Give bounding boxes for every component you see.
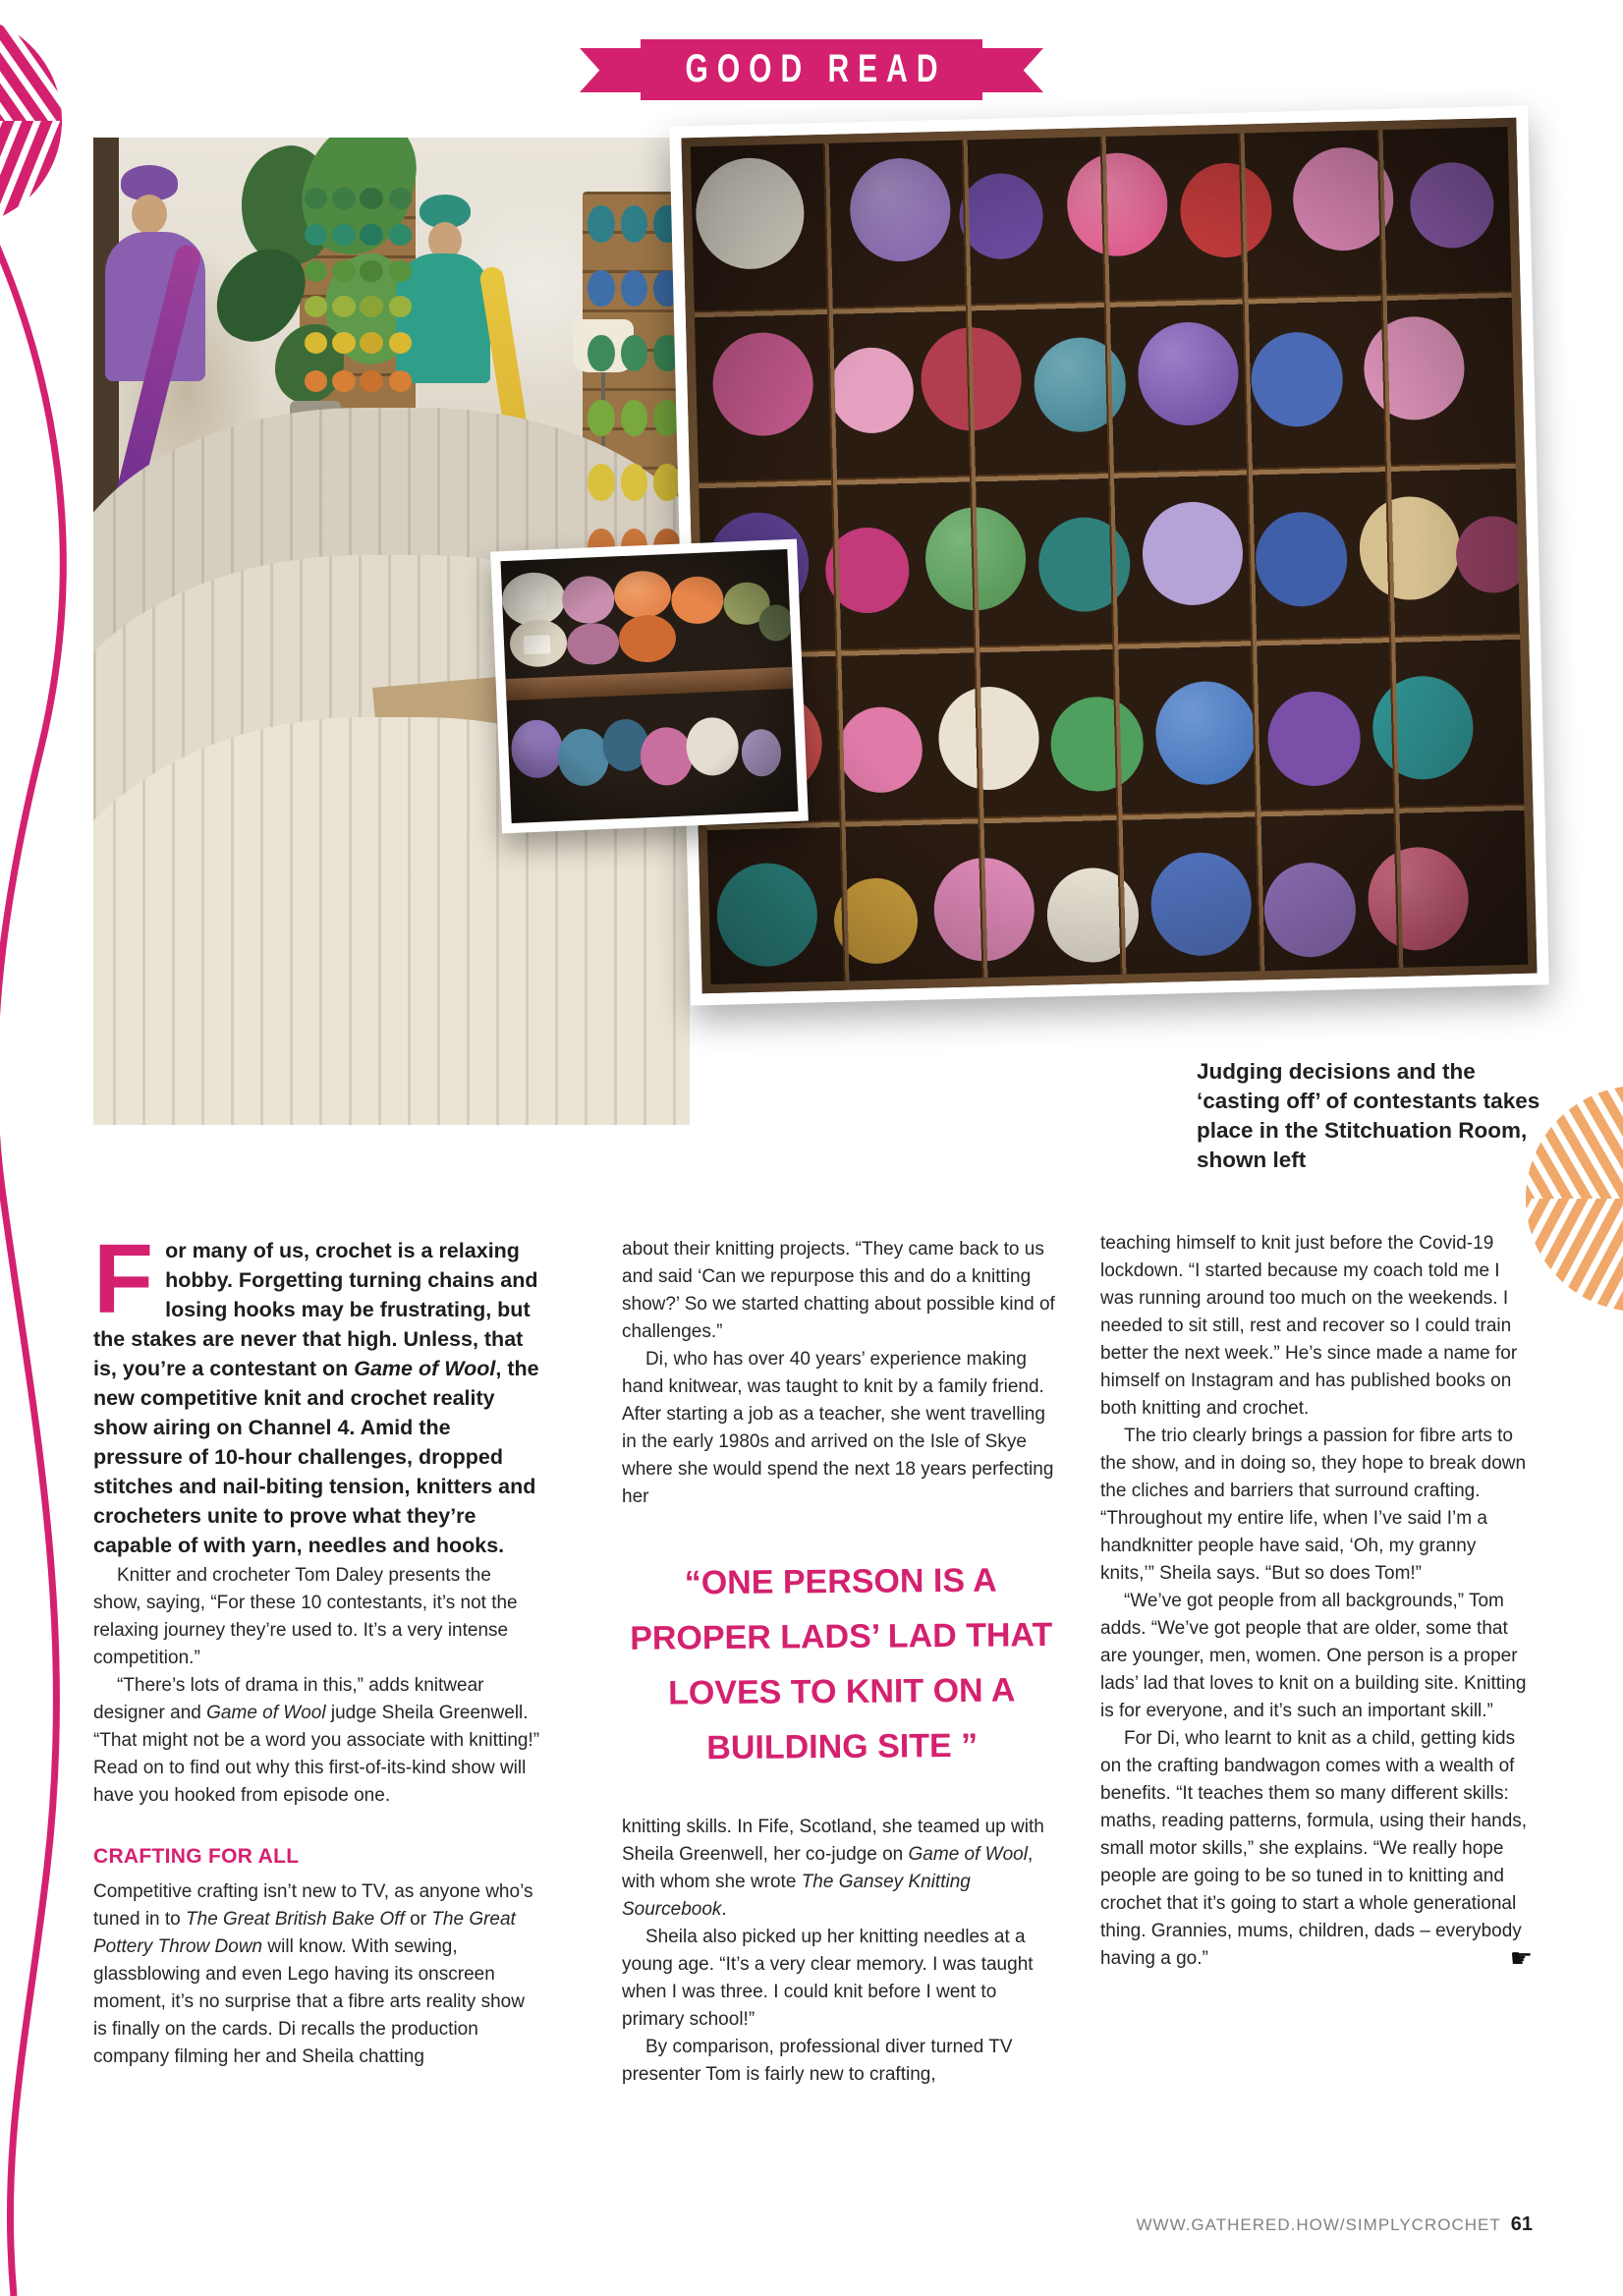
yarn-ball bbox=[332, 188, 356, 209]
text-run: or bbox=[404, 1909, 432, 1930]
yarn-cubby-shelves bbox=[681, 118, 1537, 994]
text-run: Knitter and crocheter Tom Daley presents the show, saying, “For these 10 contestants, it’s not the relaxing journey they’re used to. It’s a very intense competition.” bbox=[93, 1565, 518, 1668]
text-run: knitting skills. In Fife, Scotland, she teamed up with Sheila Greenwell, her co-judge on bbox=[622, 1817, 1044, 1865]
yarn-ball bbox=[360, 260, 383, 282]
text-run: or many of us, crochet is a relaxing hobby. Forgetting turning chains and losing hooks may be frustrating, but the stakes are never that high. Unless, that is, you’re a contestant on bbox=[93, 1239, 538, 1380]
yarn-ball bbox=[332, 224, 356, 246]
photo-yarn-shelf bbox=[490, 539, 809, 834]
yarn-ball bbox=[305, 260, 328, 282]
yarn-ball bbox=[621, 270, 647, 308]
end-of-article-icon: ☛ bbox=[1509, 1944, 1533, 1974]
body-paragraph bbox=[93, 1562, 540, 1672]
yarn-ball bbox=[621, 205, 647, 243]
text-run: judge Sheila Greenwell. “That might not be a word you associate with knitting!” Read on to find out why this first-of-its-kind show will have you hooked from episode one. bbox=[93, 1703, 540, 1806]
article-column-1 bbox=[93, 1224, 540, 2071]
yarn-ball bbox=[332, 296, 356, 317]
photo-vignette bbox=[501, 549, 799, 823]
text-run: Di, who has over 40 years’ experience making hand knitwear, was taught to knit by a family friend. After starting a job as a teacher, she went travelling in the early 1980s and arrived on the Isle of Skye where she would spend the next 18 years perfecting her bbox=[622, 1349, 1054, 1507]
italic-run: Game of Wool bbox=[206, 1703, 326, 1723]
text-run: Competitive crafting isn’t new to TV, as anyone who’s tuned in to bbox=[93, 1881, 533, 1930]
text-run: teaching himself to knit just before the Covid-19 lockdown. “I started because my coach told me I was running around too much on the weekends. I needed to sit still, rest and recover so I could train better the next week.” He’s since made a name for himself on Instagram and has published books on both knitting and crochet. bbox=[1100, 1233, 1518, 1419]
text-run: Sheila also picked up her knitting needles at a young age. “It’s a very clear memory. I was taught when I was three. I could knit before I went to primary school!” bbox=[622, 1927, 1034, 2030]
text-run: , the new competitive knit and crochet reality show airing on Channel 4. Amid the pressure of 10-hour challenges, dropped stitches and nail-biting tension, knitters and crocheters unite to prove what they’re capable of with yarn, needles and hooks. bbox=[93, 1357, 539, 1557]
body-paragraph bbox=[622, 1236, 1061, 1346]
yarn-shelf bbox=[501, 549, 799, 823]
article-column-3 bbox=[1100, 1230, 1533, 1973]
yarn-ball bbox=[360, 332, 383, 354]
yarn-ball bbox=[360, 370, 383, 392]
body-paragraph bbox=[622, 1924, 1061, 2034]
body-paragraph bbox=[1100, 1423, 1533, 1588]
article-column-2 bbox=[622, 1236, 1061, 2089]
yarn-ball bbox=[332, 260, 356, 282]
text-run: The trio clearly brings a passion for fibre arts to the show, and in doing so, they hope to break down the cliches and barriers that surround crafting. “Throughout my entire life, when I’ve said I’m a handknitter people have said, ‘Oh, my granny knits,’” Sheila says. “But so does Tom!” bbox=[1100, 1426, 1527, 1584]
yarn-ball bbox=[389, 370, 413, 392]
ribbon-body bbox=[641, 39, 982, 100]
photo-vignette bbox=[681, 118, 1537, 994]
yarn-ball bbox=[621, 400, 647, 437]
yarn-ball bbox=[360, 224, 383, 246]
text-run: “There’s lots of drama in this,” adds knitwear designer and bbox=[93, 1675, 484, 1723]
italic-run: Game of Wool bbox=[908, 1844, 1028, 1865]
intro-paragraph bbox=[93, 1224, 540, 1560]
body-paragraph bbox=[622, 2034, 1061, 2089]
yarn-ball bbox=[588, 270, 614, 308]
text-run: . bbox=[721, 1899, 727, 1920]
text-run: , with whom she wrote bbox=[622, 1844, 1034, 1892]
yarn-ball bbox=[588, 464, 614, 501]
italic-run: The Gansey Knitting Sourcebook bbox=[622, 1872, 971, 1920]
footer-url: WWW.GATHERED.HOW/SIMPLYCROCHET bbox=[1136, 2215, 1501, 2234]
body-paragraph bbox=[93, 1878, 540, 2071]
pull-quote: “ONE PERSON IS A PROPER LADS’ LAD THAT LOVES TO KNIT ON A BUILDING SITE ” bbox=[630, 1561, 1053, 1767]
yarn-ball bbox=[360, 188, 383, 209]
body-paragraph bbox=[622, 1814, 1061, 1924]
text-run: By comparison, professional diver turned TV presenter Tom is fairly new to crafting, bbox=[622, 2037, 1013, 2085]
italic-run: The Great British Bake Off bbox=[186, 1909, 405, 1930]
good-read-banner bbox=[641, 39, 982, 100]
text-run: about their knitting projects. “They came back to us and said ‘Can we repurpose this and do a knitting show?’ So we started chatting about possible kind of challenges.” bbox=[622, 1239, 1055, 1342]
photo-yarn-cubbies bbox=[669, 105, 1549, 1005]
yarn-ball bbox=[389, 224, 413, 246]
italic-run: Game of Wool bbox=[354, 1357, 496, 1380]
body-paragraph bbox=[1100, 1588, 1533, 1725]
banner-label: GOOD READ bbox=[685, 47, 947, 91]
italic-run: The Great Pottery Throw Down bbox=[93, 1909, 516, 1957]
body-paragraph bbox=[1100, 1725, 1533, 1973]
yarn-ball bbox=[305, 296, 328, 317]
yarn-ball bbox=[621, 335, 647, 372]
yarn-ball bbox=[588, 400, 614, 437]
yarn-ball bbox=[588, 335, 614, 372]
text-run: “We’ve got people from all backgrounds,” Tom adds. “We’ve got people that are older, some that are younger, men, women. One person is a proper lads’ lad that loves to knit on a building site. Knitting is for everyone, and it’s such an important skill.” bbox=[1100, 1591, 1527, 1721]
body-paragraph bbox=[1100, 1230, 1533, 1423]
yarn-ball bbox=[588, 205, 614, 243]
yarn-ball bbox=[332, 370, 356, 392]
body-paragraph bbox=[622, 1346, 1061, 1511]
text-run: will know. With sewing, glassblowing and even Lego having its onscreen moment, it’s no surprise that a fibre arts reality show is finally on the cards. Di recalls the production company filming her and Sheila chatting bbox=[93, 1936, 525, 2067]
yarn-ball bbox=[305, 224, 328, 246]
body-paragraph bbox=[93, 1672, 540, 1810]
page-number: 61 bbox=[1510, 2213, 1533, 2235]
text-run: For Di, who learnt to knit as a child, getting kids on the crafting bandwagon comes with a wealth of benefits. “It teaches them so many different skills: maths, reading patterns, formula, using their hands, small motor skills,” she explains. “We really hope people are going to be so tuned in to knitting and crochet that it’s going to start a whole generational thing. Grannies, mums, children, dads – everybody having a go.” bbox=[1100, 1728, 1528, 1969]
page-footer bbox=[1136, 2213, 1533, 2236]
yarn-ball bbox=[653, 464, 680, 501]
section-subhead: CRAFTING FOR ALL bbox=[93, 1845, 300, 1868]
yarn-ball bbox=[621, 464, 647, 501]
photo-caption: Judging decisions and the ‘casting off’ of contestants takes place in the Stitchuation Room, shown left bbox=[1197, 1059, 1540, 1172]
drop-cap: F bbox=[93, 1224, 154, 1334]
yarn-ball bbox=[389, 260, 413, 282]
yarn-ball bbox=[332, 332, 356, 354]
